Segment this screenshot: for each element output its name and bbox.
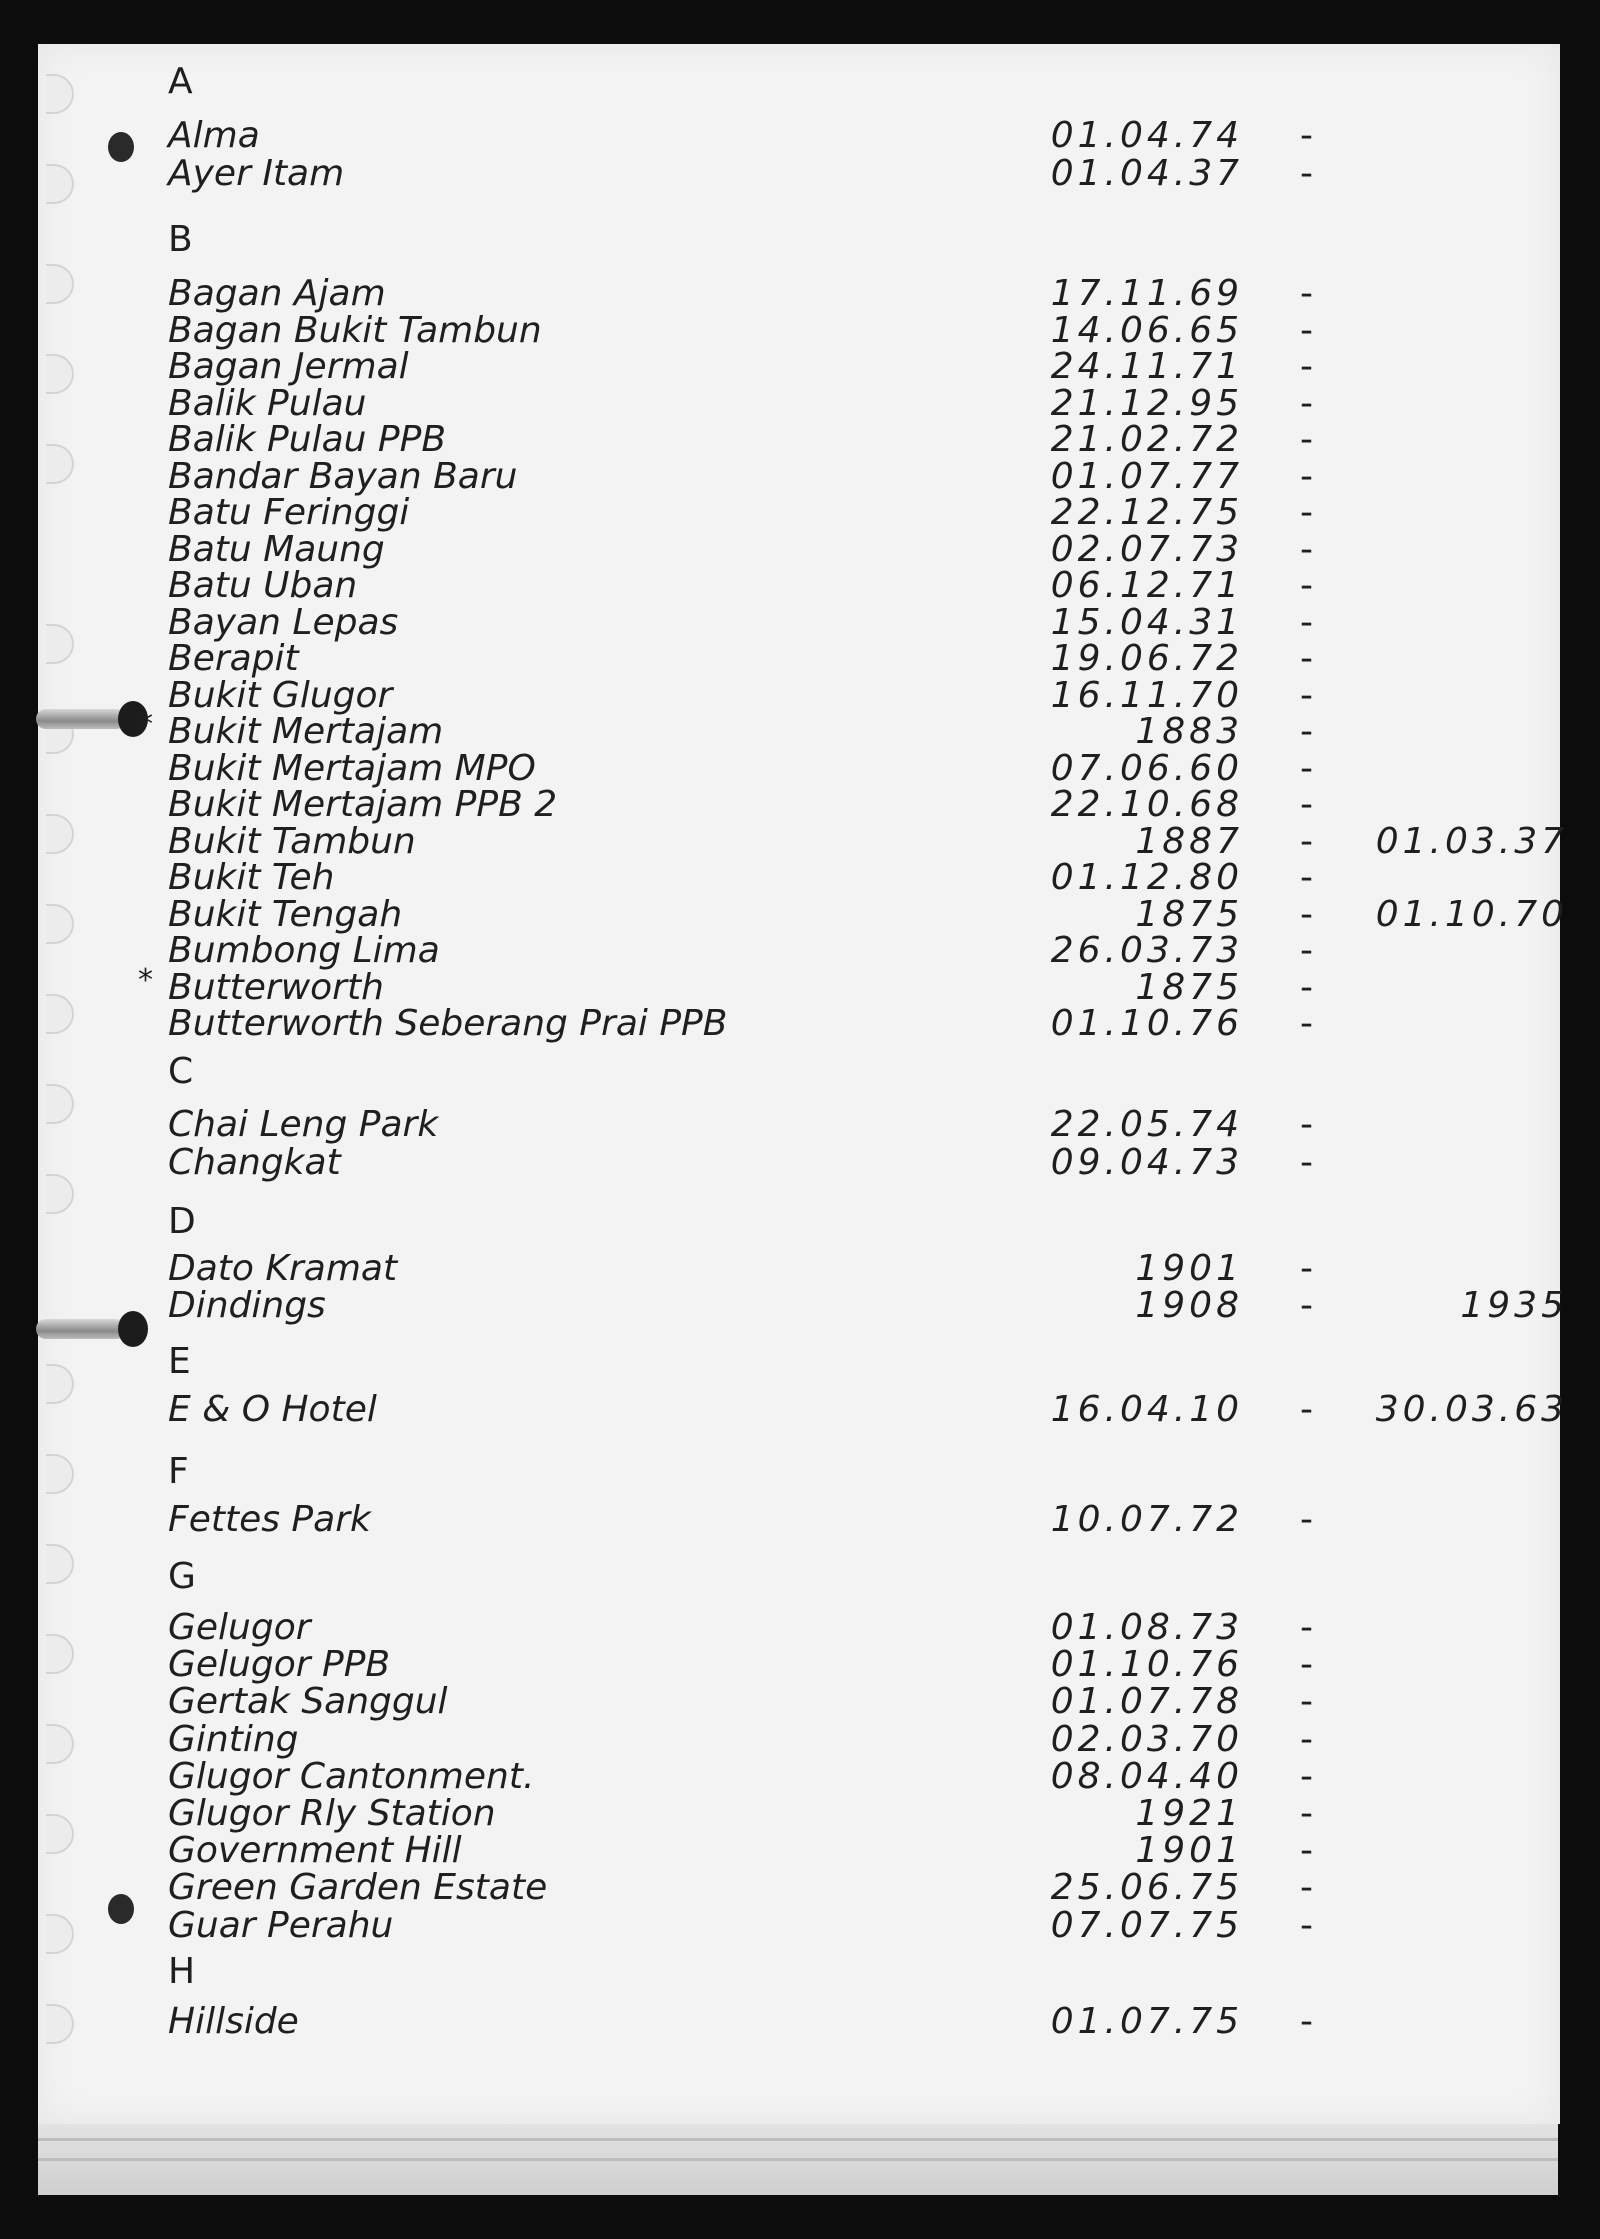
range-dash: - xyxy=(1300,382,1313,424)
section-letter: E xyxy=(168,1341,191,1382)
section-letter: F xyxy=(168,1451,189,1492)
binder-hole xyxy=(108,1894,134,1924)
closed-date: 01.03.37 xyxy=(1375,820,1568,862)
binder-hole xyxy=(108,132,134,162)
place-name: Butterworth xyxy=(168,966,384,1008)
place-name: Alma xyxy=(168,115,260,156)
range-dash: - xyxy=(1300,893,1313,935)
opened-date: 22.10.68 xyxy=(1050,784,1243,825)
opened-date: 01.10.76 xyxy=(1050,1003,1243,1044)
place-name: Green Garden Estate xyxy=(168,1867,548,1909)
place-name: Gelugor PPB xyxy=(168,1644,391,1686)
margin-hole xyxy=(46,2004,74,2044)
closed-date: 01.10.70 xyxy=(1375,893,1568,935)
range-dash: - xyxy=(1300,528,1313,570)
opened-date: 07.07.75 xyxy=(1050,1904,1243,1946)
opened-date: 01.10.76 xyxy=(1050,1644,1243,1686)
range-dash: - xyxy=(1300,2001,1313,2042)
range-dash: - xyxy=(1300,1793,1313,1834)
opened-date: 16.04.10 xyxy=(1050,1389,1243,1430)
place-name: Bukit Glugor xyxy=(168,674,393,716)
range-dash: - xyxy=(1300,1142,1313,1183)
margin-hole xyxy=(46,1364,74,1404)
place-name: Bagan Ajam xyxy=(168,273,386,314)
range-dash: - xyxy=(1300,1755,1313,1797)
range-dash: - xyxy=(1300,1867,1313,1909)
range-dash: - xyxy=(1300,747,1313,789)
margin-hole xyxy=(46,1544,74,1584)
place-name: E & O Hotel xyxy=(168,1389,377,1430)
place-name: Bukit Mertajam MPO xyxy=(168,747,536,789)
range-dash: - xyxy=(1300,1830,1313,1872)
margin-hole xyxy=(46,164,74,204)
margin-hole xyxy=(46,74,74,114)
range-dash: - xyxy=(1300,1607,1313,1648)
range-dash: - xyxy=(1300,309,1313,351)
section-letter: C xyxy=(168,1051,194,1092)
opened-date: 14.06.65 xyxy=(1050,309,1243,351)
place-name: Balik Pulau xyxy=(168,382,367,424)
margin-hole xyxy=(46,624,74,664)
margin-hole xyxy=(46,1914,74,1954)
opened-date: 1887 xyxy=(1135,820,1243,862)
margin-hole xyxy=(46,1454,74,1494)
margin-hole xyxy=(46,1084,74,1124)
binder-ring xyxy=(36,699,146,739)
place-name: Ayer Itam xyxy=(168,153,345,194)
section-letter: H xyxy=(168,1951,196,1992)
place-name: Dindings xyxy=(168,1285,326,1326)
range-dash: - xyxy=(1300,674,1313,716)
place-name: Bandar Bayan Baru xyxy=(168,455,518,497)
range-dash: - xyxy=(1300,820,1313,862)
opened-date: 15.04.31 xyxy=(1050,601,1243,643)
range-dash: - xyxy=(1300,565,1313,606)
margin-hole xyxy=(46,264,74,304)
range-dash: - xyxy=(1300,153,1313,194)
range-dash: - xyxy=(1300,1389,1313,1430)
place-name: Ginting xyxy=(168,1718,299,1760)
opened-date: 21.02.72 xyxy=(1050,419,1243,460)
opened-date: 1875 xyxy=(1135,893,1243,935)
place-name: Glugor Rly Station xyxy=(168,1793,496,1834)
opened-date: 01.07.78 xyxy=(1050,1681,1243,1723)
range-dash: - xyxy=(1300,1499,1313,1540)
range-dash: - xyxy=(1300,1681,1313,1723)
place-name: Gelugor xyxy=(168,1607,311,1648)
star-mark: * xyxy=(138,707,153,742)
margin-hole xyxy=(46,1724,74,1764)
opened-date: 06.12.71 xyxy=(1050,565,1243,606)
opened-date: 17.11.69 xyxy=(1050,273,1243,314)
binder-ring xyxy=(36,1309,146,1349)
range-dash: - xyxy=(1300,273,1313,314)
opened-date: 01.07.77 xyxy=(1050,455,1243,497)
range-dash: - xyxy=(1300,711,1313,752)
opened-date: 01.08.73 xyxy=(1050,1607,1243,1648)
opened-date: 1921 xyxy=(1135,1793,1243,1834)
margin-hole xyxy=(46,354,74,394)
margin-hole xyxy=(46,444,74,484)
range-dash: - xyxy=(1300,1104,1313,1145)
range-dash: - xyxy=(1300,1904,1313,1946)
place-name: Batu Uban xyxy=(168,565,358,606)
opened-date: 02.07.73 xyxy=(1050,528,1243,570)
place-name: Bukit Mertajam xyxy=(168,711,444,752)
place-name: Batu Feringgi xyxy=(168,492,410,533)
opened-date: 19.06.72 xyxy=(1050,638,1243,679)
range-dash: - xyxy=(1300,1248,1313,1289)
place-name: Chai Leng Park xyxy=(168,1104,439,1145)
range-dash: - xyxy=(1300,857,1313,898)
opened-date: 01.04.74 xyxy=(1050,115,1243,156)
opened-date: 01.12.80 xyxy=(1050,857,1243,898)
margin-hole xyxy=(46,904,74,944)
range-dash: - xyxy=(1300,784,1313,825)
closed-date: 1935 xyxy=(1460,1285,1568,1326)
place-name: Batu Maung xyxy=(168,528,385,570)
place-name: Government Hill xyxy=(168,1830,462,1872)
place-name: Bayan Lepas xyxy=(168,601,399,643)
opened-date: 01.04.37 xyxy=(1050,153,1243,194)
range-dash: - xyxy=(1300,492,1313,533)
place-name: Butterworth Seberang Prai PPB xyxy=(168,1003,728,1044)
opened-date: 1875 xyxy=(1135,966,1243,1008)
range-dash: - xyxy=(1300,115,1313,156)
place-name: Hillside xyxy=(168,2001,299,2042)
star-mark: * xyxy=(138,962,153,998)
place-name: Glugor Cantonment. xyxy=(168,1755,535,1797)
place-name: Bukit Tengah xyxy=(168,893,403,935)
range-dash: - xyxy=(1300,966,1313,1008)
range-dash: - xyxy=(1300,1003,1313,1044)
opened-date: 21.12.95 xyxy=(1050,382,1243,424)
opened-date: 08.04.40 xyxy=(1050,1755,1243,1797)
opened-date: 09.04.73 xyxy=(1050,1142,1243,1183)
margin-hole xyxy=(46,994,74,1034)
range-dash: - xyxy=(1300,638,1313,679)
place-name: Guar Perahu xyxy=(168,1904,394,1946)
margin-hole xyxy=(46,1174,74,1214)
opened-date: 24.11.71 xyxy=(1050,346,1243,387)
opened-date: 1883 xyxy=(1135,711,1243,752)
section-letter: A xyxy=(168,61,193,102)
opened-date: 02.03.70 xyxy=(1050,1718,1243,1760)
place-name: Bukit Teh xyxy=(168,857,335,898)
place-name: Dato Kramat xyxy=(168,1248,398,1289)
range-dash: - xyxy=(1300,1718,1313,1760)
place-name: Gertak Sanggul xyxy=(168,1681,448,1723)
opened-date: 22.05.74 xyxy=(1050,1104,1243,1145)
place-name: Balik Pulau PPB xyxy=(168,419,447,460)
place-name: Changkat xyxy=(168,1142,341,1183)
section-letter: G xyxy=(168,1556,196,1597)
opened-date: 25.06.75 xyxy=(1050,1867,1243,1909)
opened-date: 26.03.73 xyxy=(1050,930,1243,971)
place-name: Fettes Park xyxy=(168,1499,371,1540)
opened-date: 22.12.75 xyxy=(1050,492,1243,533)
opened-date: 1908 xyxy=(1135,1285,1243,1326)
section-letter: B xyxy=(168,219,193,260)
range-dash: - xyxy=(1300,1285,1313,1326)
opened-date: 1901 xyxy=(1135,1830,1243,1872)
place-name: Berapit xyxy=(168,638,299,679)
range-dash: - xyxy=(1300,1644,1313,1686)
place-name: Bagan Jermal xyxy=(168,346,409,387)
place-name: Bukit Tambun xyxy=(168,820,416,862)
opened-date: 16.11.70 xyxy=(1050,674,1243,716)
margin-hole xyxy=(46,1634,74,1674)
opened-date: 01.07.75 xyxy=(1050,2001,1243,2042)
place-name: Bagan Bukit Tambun xyxy=(168,309,542,351)
opened-date: 10.07.72 xyxy=(1050,1499,1243,1540)
range-dash: - xyxy=(1300,930,1313,971)
range-dash: - xyxy=(1300,419,1313,460)
place-name: Bukit Mertajam PPB 2 xyxy=(168,784,558,825)
range-dash: - xyxy=(1300,346,1313,387)
range-dash: - xyxy=(1300,601,1313,643)
opened-date: 07.06.60 xyxy=(1050,747,1243,789)
place-name: Bumbong Lima xyxy=(168,930,440,971)
margin-hole xyxy=(46,1814,74,1854)
range-dash: - xyxy=(1300,455,1313,497)
opened-date: 1901 xyxy=(1135,1248,1243,1289)
closed-date: 30.03.63 xyxy=(1375,1389,1568,1430)
album-page xyxy=(38,44,1568,2124)
section-letter: D xyxy=(168,1201,196,1242)
margin-hole xyxy=(46,814,74,854)
